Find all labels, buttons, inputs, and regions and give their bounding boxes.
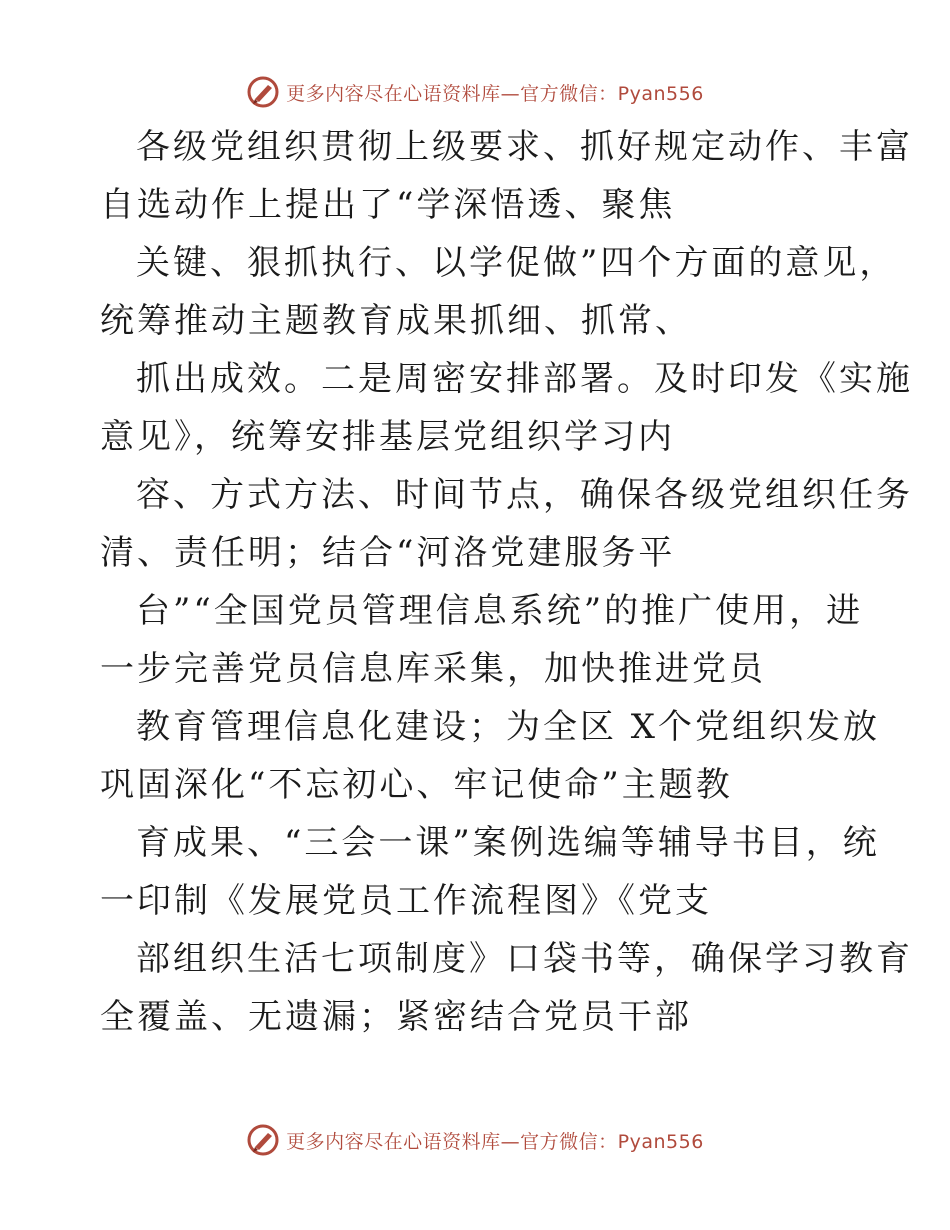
document-body bbox=[100, 118, 913, 1046]
text-line: 自选动作上提出了“学深悟透、聚焦 bbox=[100, 185, 676, 225]
text-line: 一印制《发展党员工作流程图》《党支 bbox=[100, 881, 712, 921]
text-line: 巩固深化“不忘初心、牢记使命”主题教 bbox=[100, 765, 733, 805]
header-watermark bbox=[0, 72, 950, 112]
watermark-text: 更多内容尽在心语资料库—官方微信：Pyan556 bbox=[286, 82, 704, 105]
text-line: 教育管理信息化建设；为全区 X个党组织发放 bbox=[136, 707, 881, 747]
text-line: 容、方式方法、时间节点，确保各级党组织任务 bbox=[136, 475, 913, 515]
pen-logo-icon bbox=[246, 1123, 280, 1157]
watermark-text: 更多内容尽在心语资料库—官方微信：Pyan556 bbox=[286, 1130, 704, 1153]
text-line: 台”“全国党员管理信息系统”的推广使用，进 bbox=[136, 591, 864, 631]
text-line: 关键、狠抓执行、以学促做”四个方面的意见， bbox=[136, 243, 897, 283]
pen-logo-icon bbox=[246, 75, 280, 109]
text-line: 意见》，统筹安排基层党组织学习内 bbox=[100, 417, 675, 457]
footer-watermark bbox=[0, 1120, 950, 1160]
text-line: 各级党组织贯彻上级要求、抓好规定动作、丰富 bbox=[136, 127, 913, 167]
text-line: 一步完善党员信息库采集，加快推进党员 bbox=[100, 649, 766, 689]
text-line: 清、责任明；结合“河洛党建服务平 bbox=[100, 533, 676, 573]
text-line: 全覆盖、无遗漏；紧密结合党员干部 bbox=[100, 997, 692, 1037]
text-line: 育成果、“三会一课”案例选编等辅导书目，统 bbox=[136, 823, 880, 863]
text-line: 部组织生活七项制度》口袋书等，确保学习教育 bbox=[136, 939, 913, 979]
text-line: 抓出成效。二是周密安排部署。及时印发《实施 bbox=[136, 359, 913, 399]
text-line: 统筹推动主题教育成果抓细、抓常、 bbox=[100, 301, 692, 341]
